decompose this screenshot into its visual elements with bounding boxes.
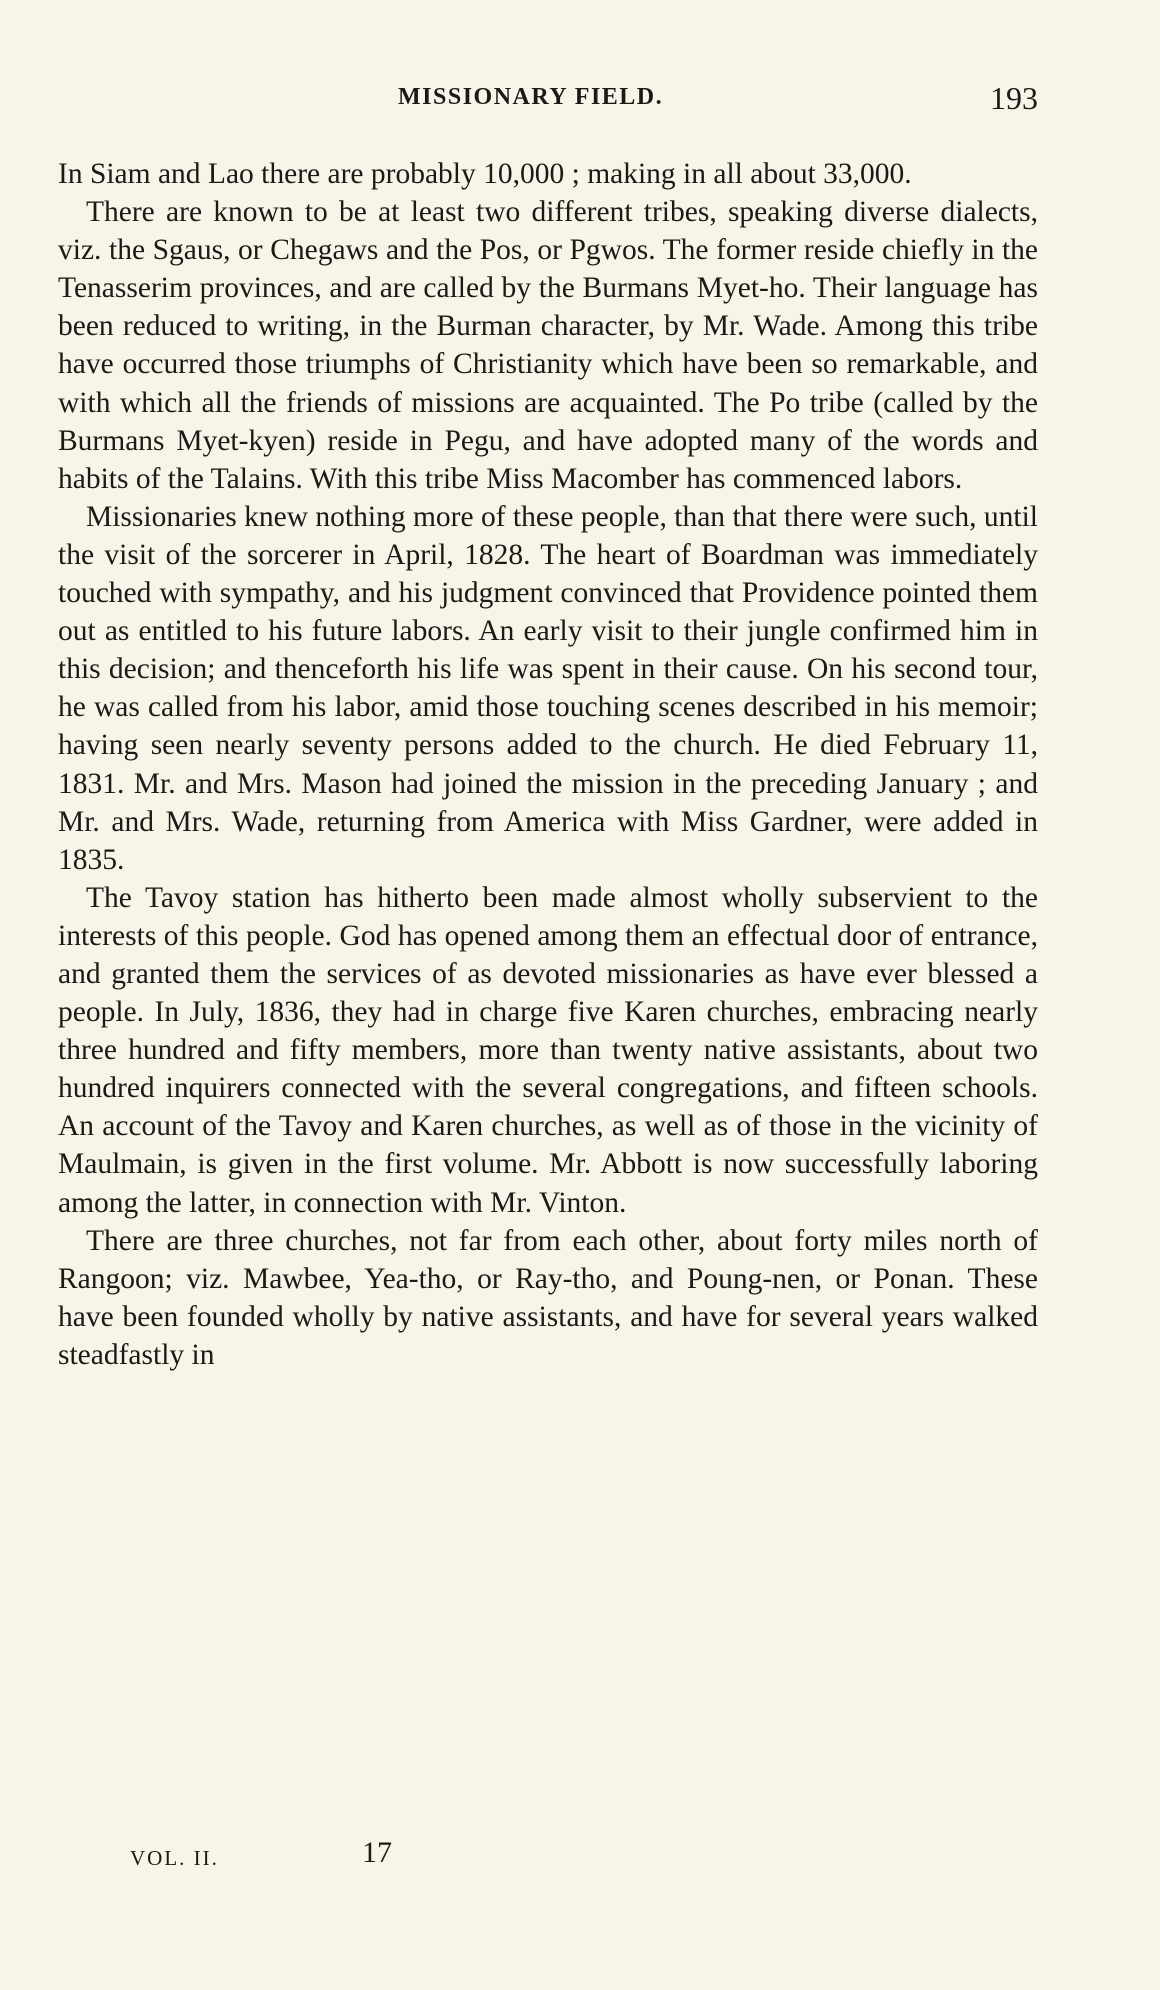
running-title: MISSIONARY FIELD. xyxy=(398,84,664,110)
paragraph-2: There are known to be at least two different tribes, speaking diverse dialects, viz. the Sgaus, or Chegaws and the Pos, or Pgwos. The former reside chiefly in the Tenasserim provinces, and are called by the Burmans Myet-ho. Their language has been reduced to writing, in the Burman character, by Mr. Wade. Among this tribe have occurred those triumphs of Christianity which have been so remarkable, and with which all the friends of missions are acquainted. The Po tribe (called by the Burmans Myet-kyen) reside in Pegu, and have adopted many of the words and habits of the Talains. With this tribe Miss Macomber has commenced labors. xyxy=(58,196,1038,495)
paragraph-3: Missionaries knew nothing more of these people, than that there were such, until the visit of the sorcerer in April, 1828. The heart of Boardman was immediately touched with sympathy, and his judgment convinced that Providence pointed them out as entitled to his future labors. An early visit to their jungle confirmed him in this decision; and thenceforth his life was spent in their cause. On his second tour, he was called from his labor, amid those touching scenes described in his memoir; having seen nearly seventy persons added to the church. He died February 11, 1831. Mr. and Mrs. Mason had joined the mission in the preceding January ; and Mr. and Mrs. Wade, returning from America with Miss Gardner, were added in 1835. xyxy=(58,500,1038,876)
volume-label: VOL. II. xyxy=(130,1846,219,1870)
page-footer xyxy=(100,1836,500,1876)
paragraph-4: The Tavoy station has hitherto been made almost wholly subservient to the interests of this people. God has opened among them an effectual door of entrance, and granted them the services of as devoted missionaries as have ever blessed a people. In July, 1836, they had in charge five Karen churches, embracing nearly three hundred and fifty members, more than twenty native assistants, about two hundred inquirers connected with the several congregations, and fifteen schools. An account of the Tavoy and Karen churches, as well as of those in the vicinity of Maulmain, is given in the first volume. Mr. Abbott is now successfully laboring among the latter, in connection with Mr. Vinton. xyxy=(58,881,1038,1219)
paragraph-5: There are three churches, not far from each other, about forty miles north of Rangoon; viz. Mawbee, Yea-tho, or Ray-tho, and Poung-nen, or Ponan. These have been founded wholly by native assistants, and have for several years walked steadfastly in xyxy=(58,1224,1038,1371)
body-text xyxy=(58,155,1038,1374)
page-number: 193 xyxy=(990,80,1038,116)
signature-mark: 17 xyxy=(362,1836,392,1869)
running-head xyxy=(58,80,1038,120)
paragraph-1: In Siam and Lao there are probably 10,000 ; making in all about 33,000. xyxy=(58,158,912,190)
